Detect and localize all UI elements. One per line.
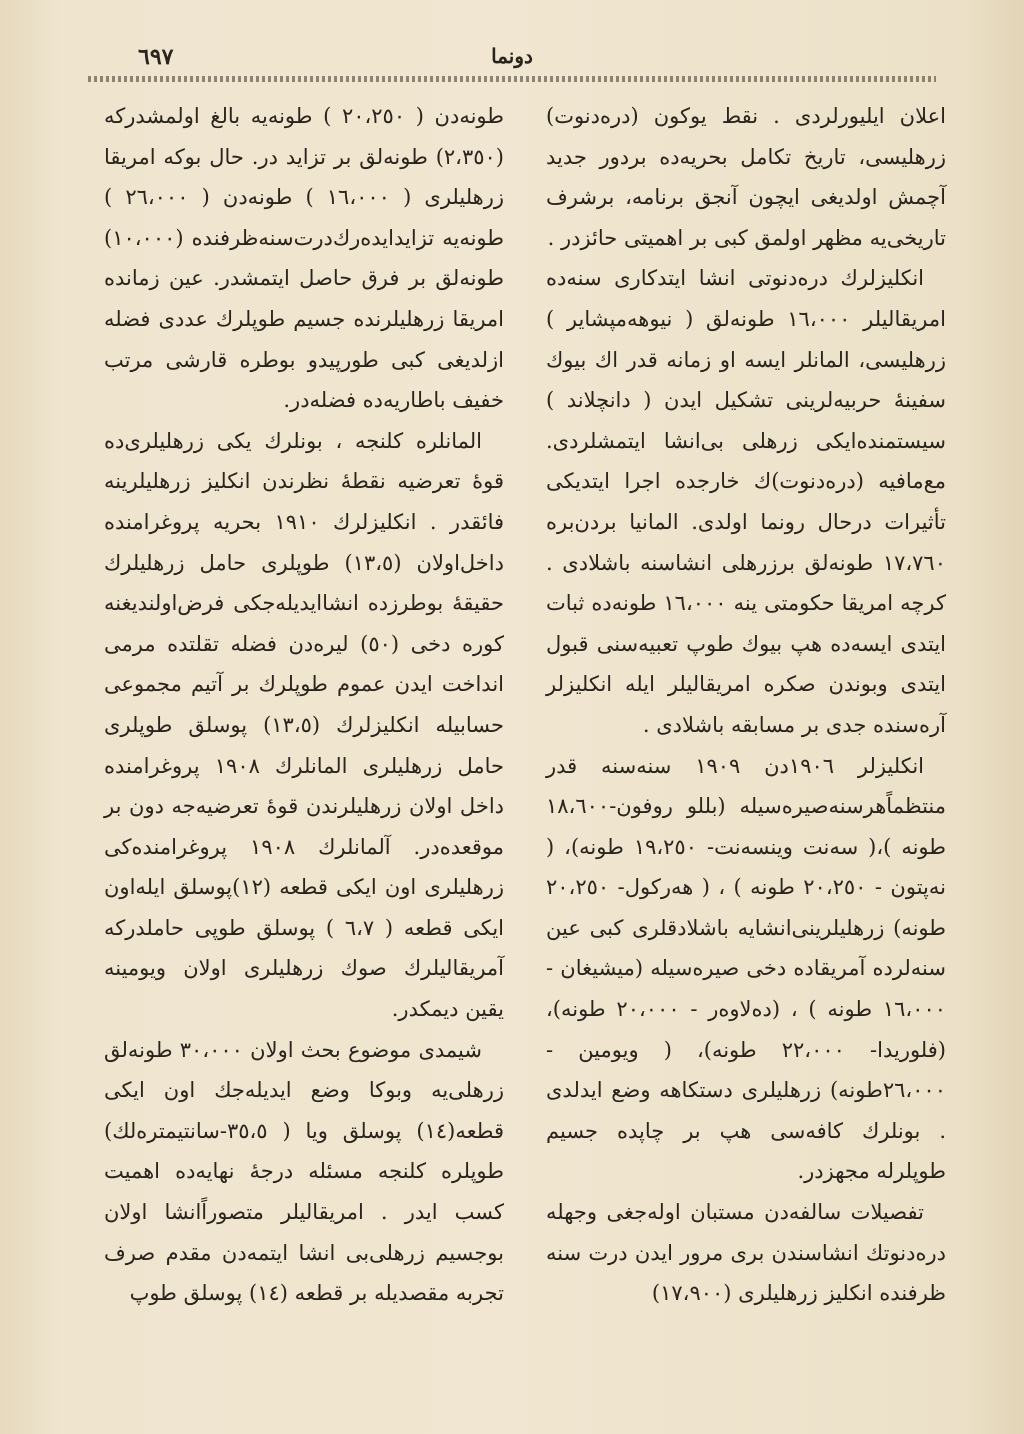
- paragraph: شیمدی موضوع بحث اولان ٣٠،٠٠٠ طونه‌لق زرهلی‌یه وبوکا وضع ایدیله‌جك اون ایکی قطعه(١٤) پوسلق ویا ( ٣٥،٥-سانتیمترەلك) طوپلره کلنجه مسئله درجهٔ نهایه‌ده اهمیت کسب ایدر . امریقالیلر متصوراًانشا اولان بوجسیم زرهلی‌بی انشا ایتمه‌دن مقدم صرف تجربه مقصدیله بر قطعه (١٤) پوسلق طوپ: [104, 1037, 504, 1306]
- right-column: [546, 96, 946, 1314]
- page-header: [90, 40, 934, 74]
- paragraph: المانلره کلنجه ، بونلرك یکی زرهلیلری‌ده قوهٔ تعرضیه نقطهٔ نظرندن انکلیز زرهلیلرینه فائقدر . انکلیزلرك ١٩١٠ بحریه پروغرامنده داخل‌اولان (١٣،٥) طوپلری حامل زرهلیلرك حقیقهٔ بوطرزده انشاایدیله‌جکی فرض‌اولندیغنه کوره دخی (٥٠) لیره‌دن فضله تقلتده مرمی انداخت ایدن عموم طوپلرك بر آتیم مجموعی حسابیله انکلیزلرك (١٣،٥) پوسلق طوپلری حامل زرهلیلری المانلرك ١٩٠٨ پروغرامنده داخل اولان زرهلیلرندن قوهٔ تعرضیه‌جه دون بر موقعده‌در. آلمانلرك ١٩٠٨ پروغرامنده‌کی زرهلیلری اون ایکی قطعه (١٢)پوسلق ایله‌اون ایکی قطعه ( ٦،٧ ) پوسلق طوپی حاملدرکه آمریقالیلرك صوك زرهلیلری اولان ویومینه یقین دیمکدر.: [104, 428, 505, 1022]
- paragraph: انکلیزلر ١٩٠٦دن ١٩٠٩ سنه‌سنه قدر منتظماًهرسنه‌صیره‌سیله (بللو روفون-١٨،٦٠٠ طونه )،( سه‌نت وینسه‌نت- ١٩،٢٥٠ طونه)، ( نه‌پتون - ٢٠،٢٥٠ طونه ) ، ( هه‌رکول- ٢٠،٢٥٠ طونه) زرهلیلرینی‌انشایه باشلادقلری کبی عین سنه‌لرده آمریقاده دخی صیره‌سیله (میشیغان - ١٦،٠٠٠ طونه ) ، (ده‌لاوەر - ٢٠،٠٠٠ طونه)، (فلوریدا- ٢٢،٠٠٠ طونه)، ( ویومین - ٢٦،٠٠٠طونه) زرهلیلری دستکاهه وضع ایدلدی . بونلرك کافه‌سی هپ بر چاپده جسیم طوپلرله مجهزدر.: [546, 753, 947, 1184]
- paragraph: تفصیلات سالفه‌دن مستبان اوله‌جغی وجهله دره‌دنوتك انشاسندن بری مرور ایدن درت سنه ظرفنده انکلیز زرهلیلری (١٧،٩٠٠): [546, 1200, 946, 1306]
- left-column: [104, 96, 504, 1314]
- page-number: ٦٩٧: [138, 44, 174, 70]
- paragraph: اعلان ایلیورلردی . نقط یوکون (دره‌دنوت) زرهلیسی، تاریخ تکامل بحریه‌ده بردور جدید آچمش اولدیغی ایچون آنجق برنامه، برشرف تاریخی‌یه مظهر اولمق کبی بر اهمیتی حائزدر .: [546, 104, 946, 250]
- header-rule: [88, 76, 936, 82]
- running-title: دونما: [491, 44, 533, 68]
- paragraph: طونه‌دن ( ٢٠،٢٥٠ ) طونه‌یه بالغ اولمشدرکه (٢،٣٥٠) طونه‌لق بر تزاید در. حال بوکه امریقا زرهلیلری ( ١٦،٠٠٠ ) طونه‌دن ( ٢٦،٠٠٠ ) طونه‌یه تزایدایدەرك‌درت‌سنه‌ظرفنده (١٠،٠٠٠) طونه‌لق بر فرق حاصل ایتمشدر. عین زمانده امریقا زرهلیلرنده جسیم طوپلرك عددی فضله ازلدیغی کبی طورپیدو بوطره قارشی مرتب خفیف باطاریه‌ده فضله‌در.: [104, 104, 505, 413]
- paragraph: انکلیزلرك دره‌دنوتی انشا ایتدکاری سنه‌ده امریقالیلر ١٦،٠٠٠ طونه‌لق ( نیوهه‌مپشایر ) زرهلیسی، المانلر ایسه او زمانه قدر اك بیوك سفینهٔ حربیه‌لرینی تشکیل ایدن ( دانچلاند ) سیستمنده‌ایکی زرهلی بی‌انشا ایتمشلردی. مع‌مافیه (دره‌دنوت)ك خارجده اجرا ایتدیکی تأثیرات درحال رونما اولدی. المانیا بردن‌بره ١٧،٧٦٠ طونه‌لق برزرهلی انشاسنه باشلادی . کرچه امریقا حکومتی ینه ١٦،٠٠٠ طونه‌ده ثبات ایتدی ایسه‌ده هپ بیوك طوپ تعبیه‌سنی قبول ایتدی وبوندن صکره امریقالیلر ایله انکلیزلر آره‌سنده جدی بر مسابقه باشلادی .: [546, 266, 946, 737]
